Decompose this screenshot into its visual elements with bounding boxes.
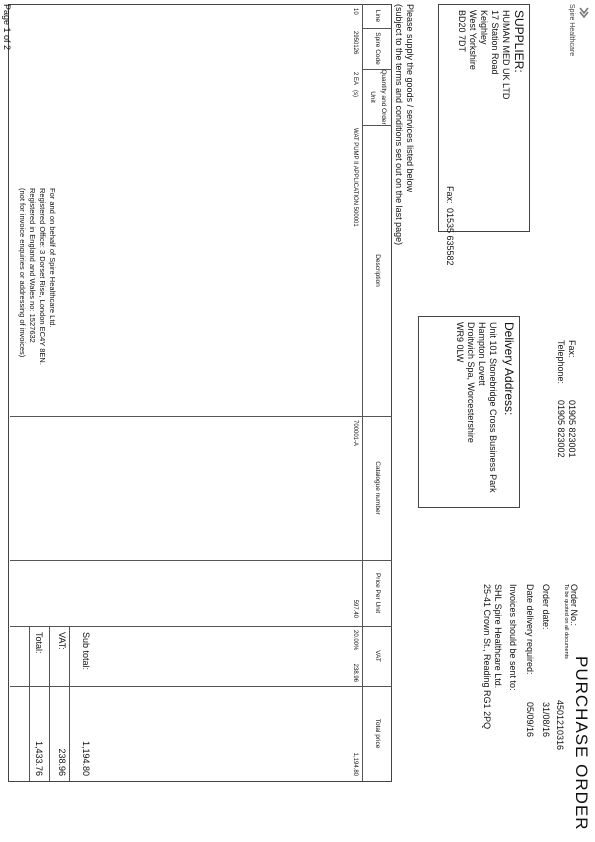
cell-description: WAT PUMP II APPLICATION 500001	[352, 128, 358, 227]
supplier-heading: SUPPLIER:	[512, 10, 526, 73]
table-column-divider	[10, 626, 392, 627]
supplier-line: 17 Station Road	[490, 10, 500, 75]
totals-divider	[49, 626, 50, 781]
contact-telephone: 01905 823002	[556, 400, 566, 458]
contact-fax: 01905 823001	[567, 400, 577, 458]
table-header-divider	[362, 4, 363, 781]
instructions-line: Please supply the goods / services listed below	[405, 4, 415, 193]
col-header-vat: VAT	[374, 650, 381, 662]
totals-divider	[29, 626, 30, 781]
col-header-spire-code: Spire Code	[374, 32, 381, 65]
col-header-catalogue: Catalogue number	[374, 461, 381, 515]
delivery-line: WR9 0LW	[455, 322, 465, 363]
footer-line: Registered Office: 3 Dorset Rise, London EC4Y 8EN.	[38, 188, 47, 365]
order-date: 31/08/16	[541, 702, 551, 738]
items-table	[8, 4, 392, 782]
col-header-line: Line	[374, 9, 381, 23]
contact-telephone-label: Telephone:	[556, 340, 566, 385]
order-number-note: To be quoted on all documents	[563, 584, 569, 659]
supplier-fax: 01535 635582	[445, 208, 455, 266]
subtotal-label: Sub total:	[81, 632, 91, 671]
cell-spire-code: 2950126	[352, 31, 358, 55]
instructions-line: (subject to the terms and conditions set out on the last page)	[394, 4, 404, 246]
subtotal-value: 1,194.80	[81, 740, 91, 776]
cell-line: 10	[352, 8, 358, 15]
col-header-order-unit: Unit	[369, 91, 376, 103]
footer-line: For and on behalf of Spire Healthcare Ltd.	[48, 188, 57, 328]
table-column-divider	[10, 560, 392, 561]
table-column-divider	[10, 686, 392, 687]
col-header-quantity: Quantity and Order	[380, 69, 387, 125]
delivery-date-label: Date delivery required:	[525, 584, 535, 675]
cell-vat-rate: 20.00%	[352, 630, 358, 651]
delivery-line: Droitwich Spa, Worcestershire	[466, 322, 476, 443]
invoice-address: 25-41 Crown St., Reading RG1 2PQ	[482, 584, 492, 730]
page-number: Page 1 of 2	[2, 4, 12, 51]
delivery-line: Hampton Lovett	[477, 322, 487, 386]
footer-line: (not for invoice enquiries or addressing of invoices)	[18, 188, 27, 358]
col-header-total: Total price	[374, 718, 381, 749]
delivery-heading: Delivery Address:	[502, 322, 516, 416]
contact-fax-label: Fax:	[567, 340, 577, 358]
vat-label: VAT:	[57, 632, 67, 650]
total-label: Total:	[34, 632, 44, 654]
cell-catalogue: 700001-A	[352, 420, 358, 447]
spire-logo-icon	[577, 6, 591, 20]
footer-line: Registered in England and Wales no: 1527632	[28, 188, 37, 343]
order-date-label: Order date:	[541, 584, 551, 630]
cell-total: 1,194.80	[352, 752, 358, 776]
cell-vat-amount: 238.96	[352, 663, 358, 682]
delivery-line: Unit 101 Stonebridge Cross Business Park	[488, 322, 498, 493]
cell-order-unit: (s)	[352, 90, 358, 97]
delivery-date: 05/09/16	[525, 702, 535, 738]
supplier-line: Keighley	[479, 10, 489, 45]
page-title: PURCHASE ORDER	[572, 656, 591, 831]
order-number: 4501210316	[555, 700, 565, 751]
total-value: 1,433.76	[34, 740, 44, 776]
order-number-label: Order No.:	[569, 584, 579, 627]
supplier-fax-label: Fax:	[445, 186, 455, 204]
brand-name: Spire Healthcare	[568, 4, 575, 57]
invoice-name: SHL Spire Healthcare Ltd.	[493, 584, 503, 689]
supplier-line: BD20 7DT	[457, 10, 467, 53]
totals-divider	[69, 626, 70, 781]
col-header-description: Description	[374, 254, 381, 287]
supplier-line: HUMAN MED UK LTD	[501, 10, 511, 100]
cell-price: 597.40	[352, 599, 358, 618]
cell-quantity: 2 EA	[352, 72, 358, 86]
table-column-divider	[362, 69, 392, 70]
table-column-divider	[10, 416, 392, 417]
supplier-line: West Yorkshire	[468, 10, 478, 70]
vat-value: 238.96	[57, 748, 67, 776]
invoices-label: Invoices should be sent to:	[508, 584, 518, 691]
col-header-price: Price Per Unit	[374, 572, 381, 614]
